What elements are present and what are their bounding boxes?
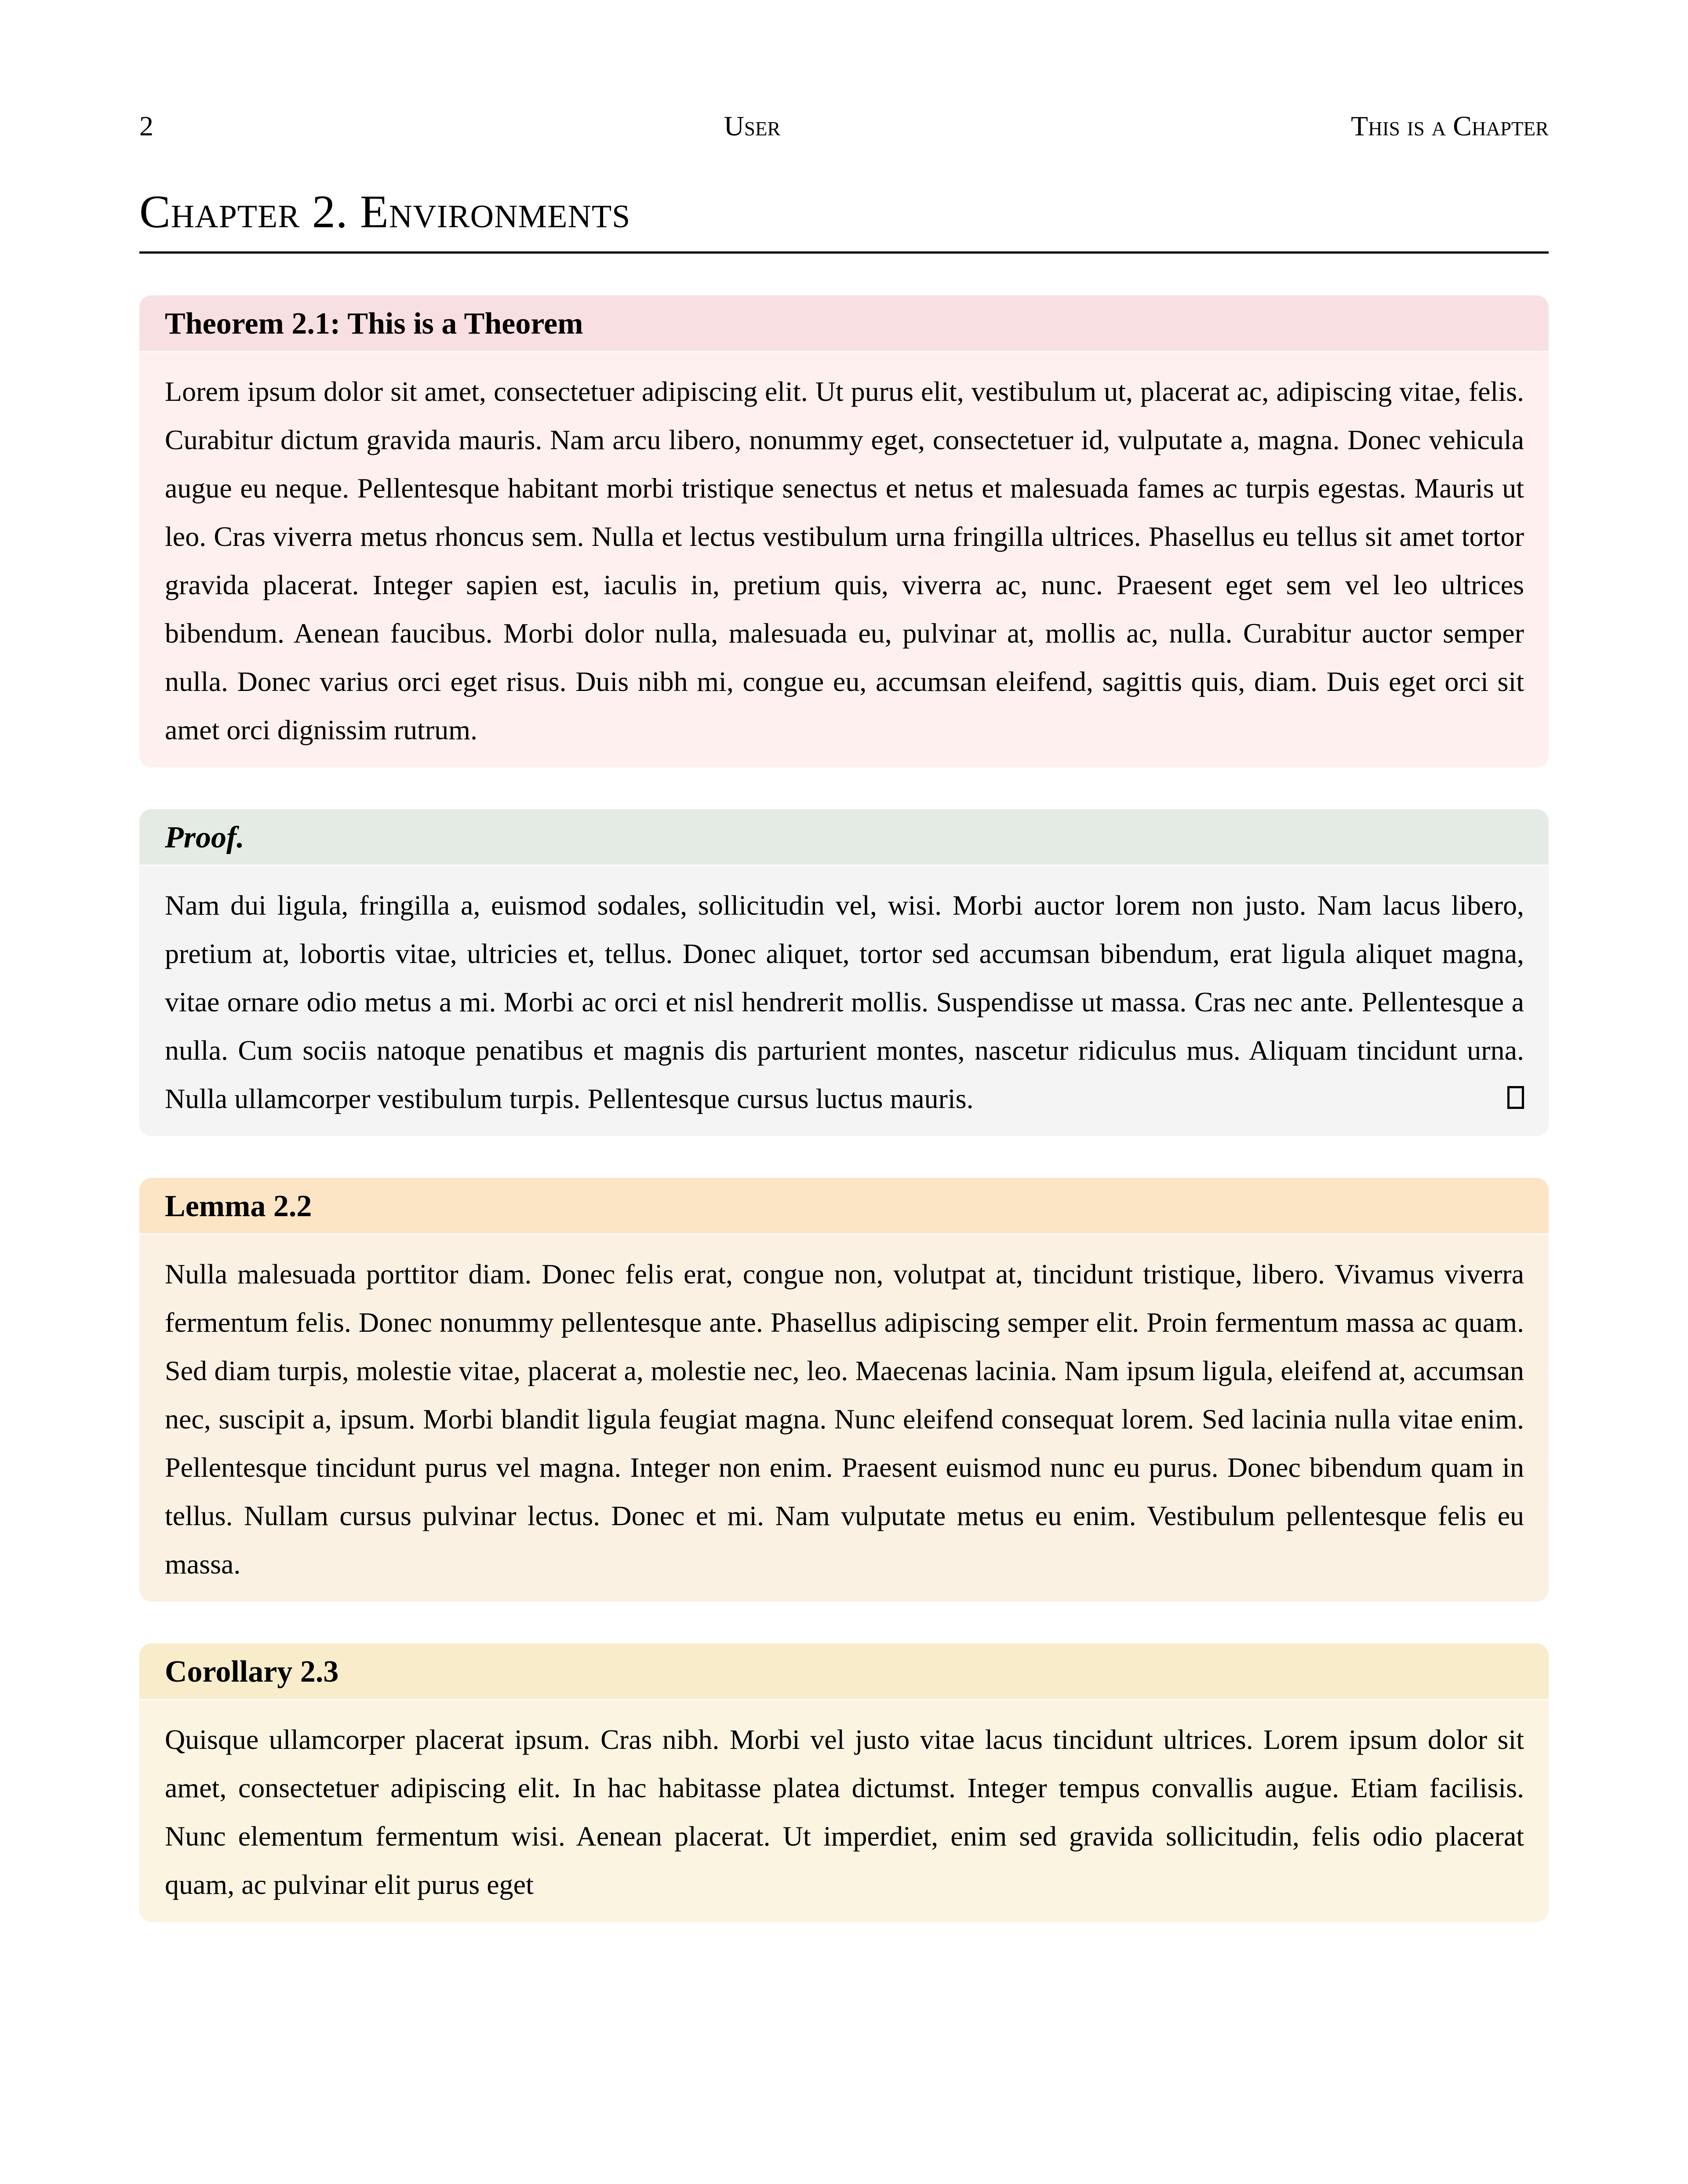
lemma-box xyxy=(139,1178,1549,1602)
proof-box-title: Proof. xyxy=(139,809,1549,865)
running-header xyxy=(139,0,1549,142)
corollary-box-body: Quisque ullamcorper placerat ipsum. Cras nibh. Morbi vel justo vitae lacus tincidunt ultrices. Lorem ipsum dolor sit amet, consectetuer adipiscing elit. In hac habitasse platea dictumst. Integer tempus convallis augue. Etiam facilisis. Nunc elementum fermentum wisi. Aenean placerat. Ut imperdiet, enim sed gravida sollicitudin, felis odio placerat quam, ac pulvinar elit purus eget xyxy=(139,1699,1549,1922)
proof-box-text: Nam dui ligula, fringilla a, euismod sodales, sollicitudin vel, wisi. Morbi auctor lorem non justo. Nam lacus libero, pretium at, lobortis vitae, ultricies et, tellus. Donec aliquet, tortor sed accumsan bibendum, erat ligula aliquet magna, vitae ornare odio metus a mi. Morbi ac orci et nisl hendrerit mollis. Suspendisse ut massa. Cras nec ante. Pellentesque a nulla. Cum sociis natoque penatibus et magnis dis parturient montes, nascetur ridiculus mus. Aliquam tincidunt urna. Nulla ullamcorper vestibulum turpis. Pellentesque cursus luctus mauris. xyxy=(165,889,1524,1114)
proof-box xyxy=(139,809,1549,1136)
qed-square-icon xyxy=(1507,1086,1524,1109)
lemma-box-title: Lemma 2.2 xyxy=(139,1178,1549,1233)
running-header-center: User xyxy=(724,110,781,142)
lemma-box-body: Nulla malesuada porttitor diam. Donec felis erat, congue non, volutpat at, tincidunt tristique, libero. Vivamus viverra fermentum felis. Donec nonummy pellentesque ante. Phasellus adipiscing semper elit. Proin fermentum massa ac quam. Sed diam turpis, molestie vitae, placerat a, molestie nec, leo. Maecenas lacinia. Nam ipsum ligula, eleifend at, accumsan nec, suscipit a, ipsum. Morbi blandit ligula feugiat magna. Nunc eleifend consequat lorem. Sed lacinia nulla vitae enim. Pellentesque tincidunt purus vel magna. Integer non enim. Praesent euismod nunc eu purus. Donec bibendum quam in tellus. Nullam cursus pulvinar lectus. Donec et mi. Nam vulputate metus eu enim. Vestibulum pellentesque felis eu massa. xyxy=(139,1233,1549,1602)
theorem-box-title: Theorem 2.1: This is a Theorem xyxy=(139,295,1549,351)
proof-box-body xyxy=(139,865,1549,1136)
corollary-box-title: Corollary 2.3 xyxy=(139,1643,1549,1699)
corollary-box xyxy=(139,1643,1549,1922)
theorem-box xyxy=(139,295,1549,767)
running-header-right: This is a Chapter xyxy=(1351,110,1549,142)
theorem-box-body: Lorem ipsum dolor sit amet, consectetuer adipiscing elit. Ut purus elit, vestibulum ut, placerat ac, adipiscing vitae, felis. Curabitur dictum gravida mauris. Nam arcu libero, nonummy eget, consectetuer id, vulputate a, magna. Donec vehicula augue eu neque. Pellentesque habitant morbi tristique senectus et netus et malesuada fames ac turpis egestas. Mauris ut leo. Cras viverra metus rhoncus sem. Nulla et lectus vestibulum urna fringilla ultrices. Phasellus eu tellus sit amet tortor gravida placerat. Integer sapien est, iaculis in, pretium quis, viverra ac, nunc. Praesent eget sem vel leo ultrices bibendum. Aenean faucibus. Morbi dolor nulla, malesuada eu, pulvinar at, mollis ac, nulla. Curabitur auctor semper nulla. Donec varius orci eget risus. Duis nibh mi, congue eu, accumsan eleifend, sagittis quis, diam. Duis eget orci sit amet orci dignissim rutrum. xyxy=(139,351,1549,767)
page-content xyxy=(139,0,1549,1922)
chapter-title: Chapter 2. Environments xyxy=(139,186,631,238)
chapter-title-rule xyxy=(139,251,1549,254)
page-number: 2 xyxy=(139,110,153,142)
